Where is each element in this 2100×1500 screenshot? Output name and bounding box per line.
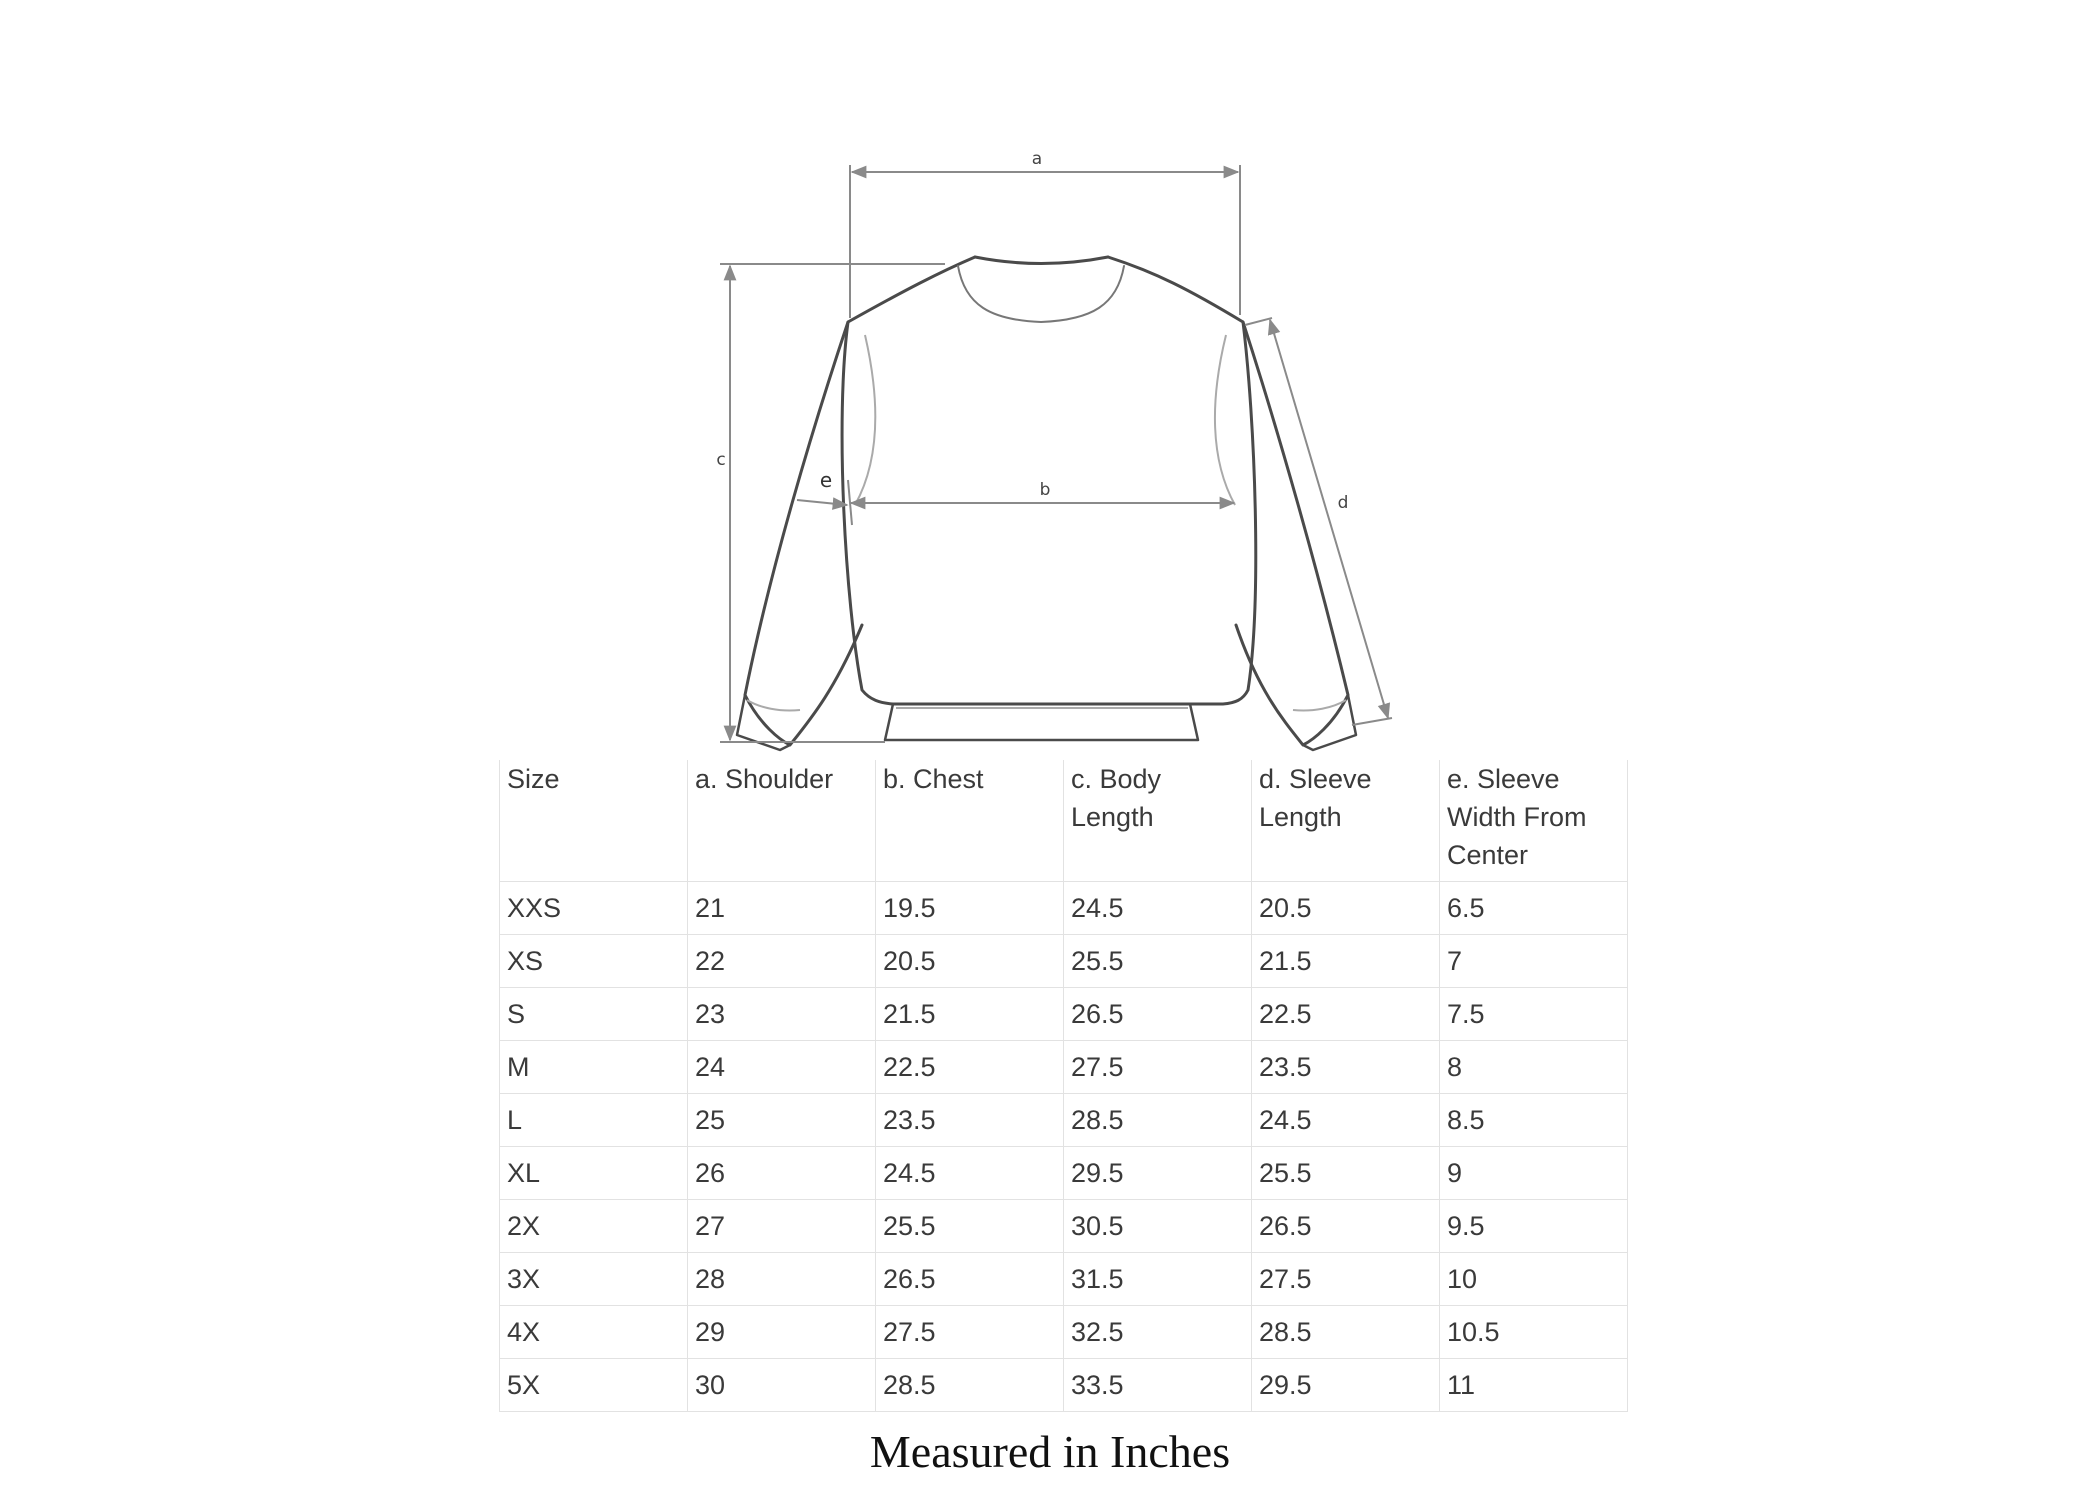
cell-size: 3X xyxy=(500,1253,688,1306)
cell-size: S xyxy=(500,988,688,1041)
cell-sleeve-width: 7.5 xyxy=(1440,988,1628,1041)
dimension-label-b: b xyxy=(1039,480,1051,500)
cell-size: XL xyxy=(500,1147,688,1200)
cell-body-length: 32.5 xyxy=(1064,1306,1252,1359)
cell-sleeve-width: 10.5 xyxy=(1440,1306,1628,1359)
header-sleeve-length: d. Sleeve Length xyxy=(1252,760,1440,882)
table-row xyxy=(500,1253,1628,1306)
header-sleeve-width: e. Sleeve Width From Center xyxy=(1440,760,1628,882)
cell-size: 5X xyxy=(500,1359,688,1412)
cell-body-length: 33.5 xyxy=(1064,1359,1252,1412)
cell-body-length: 30.5 xyxy=(1064,1200,1252,1253)
cell-sleeve-length: 29.5 xyxy=(1252,1359,1440,1412)
dimension-label-e: e xyxy=(819,468,833,492)
cell-sleeve-length: 25.5 xyxy=(1252,1147,1440,1200)
cell-shoulder: 21 xyxy=(688,882,876,935)
table-row xyxy=(500,882,1628,935)
cell-size: XXS xyxy=(500,882,688,935)
table-row xyxy=(500,935,1628,988)
cell-sleeve-length: 20.5 xyxy=(1252,882,1440,935)
cell-sleeve-length: 28.5 xyxy=(1252,1306,1440,1359)
cell-chest: 28.5 xyxy=(876,1359,1064,1412)
cell-shoulder: 27 xyxy=(688,1200,876,1253)
cell-shoulder: 23 xyxy=(688,988,876,1041)
header-chest: b. Chest xyxy=(876,760,1064,882)
table-row xyxy=(500,1041,1628,1094)
cell-sleeve-width: 7 xyxy=(1440,935,1628,988)
cell-sleeve-width: 11 xyxy=(1440,1359,1628,1412)
cell-sleeve-width: 9.5 xyxy=(1440,1200,1628,1253)
cell-sleeve-width: 6.5 xyxy=(1440,882,1628,935)
table-header-row xyxy=(500,760,1628,882)
cell-sleeve-length: 27.5 xyxy=(1252,1253,1440,1306)
cell-chest: 21.5 xyxy=(876,988,1064,1041)
cell-chest: 19.5 xyxy=(876,882,1064,935)
dimension-label-d: d xyxy=(1337,493,1349,513)
dimension-label-c: c xyxy=(716,450,726,470)
header-size: Size xyxy=(500,760,688,882)
table-row xyxy=(500,1359,1628,1412)
table-row xyxy=(500,1147,1628,1200)
header-shoulder: a. Shoulder xyxy=(688,760,876,882)
cell-chest: 25.5 xyxy=(876,1200,1064,1253)
cell-body-length: 26.5 xyxy=(1064,988,1252,1041)
cell-size: XS xyxy=(500,935,688,988)
table-row xyxy=(500,1094,1628,1147)
cell-size: 4X xyxy=(500,1306,688,1359)
cell-chest: 23.5 xyxy=(876,1094,1064,1147)
table-row xyxy=(500,1306,1628,1359)
cell-shoulder: 29 xyxy=(688,1306,876,1359)
cell-sleeve-width: 9 xyxy=(1440,1147,1628,1200)
cell-shoulder: 26 xyxy=(688,1147,876,1200)
cell-sleeve-length: 26.5 xyxy=(1252,1200,1440,1253)
dimension-lines xyxy=(720,165,1392,742)
cell-body-length: 31.5 xyxy=(1064,1253,1252,1306)
cell-sleeve-length: 22.5 xyxy=(1252,988,1440,1041)
cell-sleeve-width: 8 xyxy=(1440,1041,1628,1094)
cell-sleeve-width: 8.5 xyxy=(1440,1094,1628,1147)
cell-shoulder: 25 xyxy=(688,1094,876,1147)
cell-shoulder: 28 xyxy=(688,1253,876,1306)
header-body-length: c. Body Length xyxy=(1064,760,1252,882)
table-row xyxy=(500,1200,1628,1253)
cell-sleeve-length: 24.5 xyxy=(1252,1094,1440,1147)
cell-sleeve-width: 10 xyxy=(1440,1253,1628,1306)
cell-chest: 26.5 xyxy=(876,1253,1064,1306)
cell-chest: 24.5 xyxy=(876,1147,1064,1200)
cell-size: L xyxy=(500,1094,688,1147)
cell-sleeve-length: 21.5 xyxy=(1252,935,1440,988)
cell-sleeve-length: 23.5 xyxy=(1252,1041,1440,1094)
cell-chest: 27.5 xyxy=(876,1306,1064,1359)
cell-chest: 22.5 xyxy=(876,1041,1064,1094)
size-chart-table xyxy=(499,760,1628,1412)
cell-body-length: 24.5 xyxy=(1064,882,1252,935)
cell-body-length: 27.5 xyxy=(1064,1041,1252,1094)
cell-size: 2X xyxy=(500,1200,688,1253)
table-row xyxy=(500,988,1628,1041)
cell-shoulder: 22 xyxy=(688,935,876,988)
cell-body-length: 28.5 xyxy=(1064,1094,1252,1147)
cell-body-length: 25.5 xyxy=(1064,935,1252,988)
cell-body-length: 29.5 xyxy=(1064,1147,1252,1200)
dimension-label-a: a xyxy=(1031,149,1043,169)
cell-shoulder: 30 xyxy=(688,1359,876,1412)
cell-chest: 20.5 xyxy=(876,935,1064,988)
cell-size: M xyxy=(500,1041,688,1094)
cell-shoulder: 24 xyxy=(688,1041,876,1094)
measurement-unit-note: Measured in Inches xyxy=(869,1426,1231,1477)
